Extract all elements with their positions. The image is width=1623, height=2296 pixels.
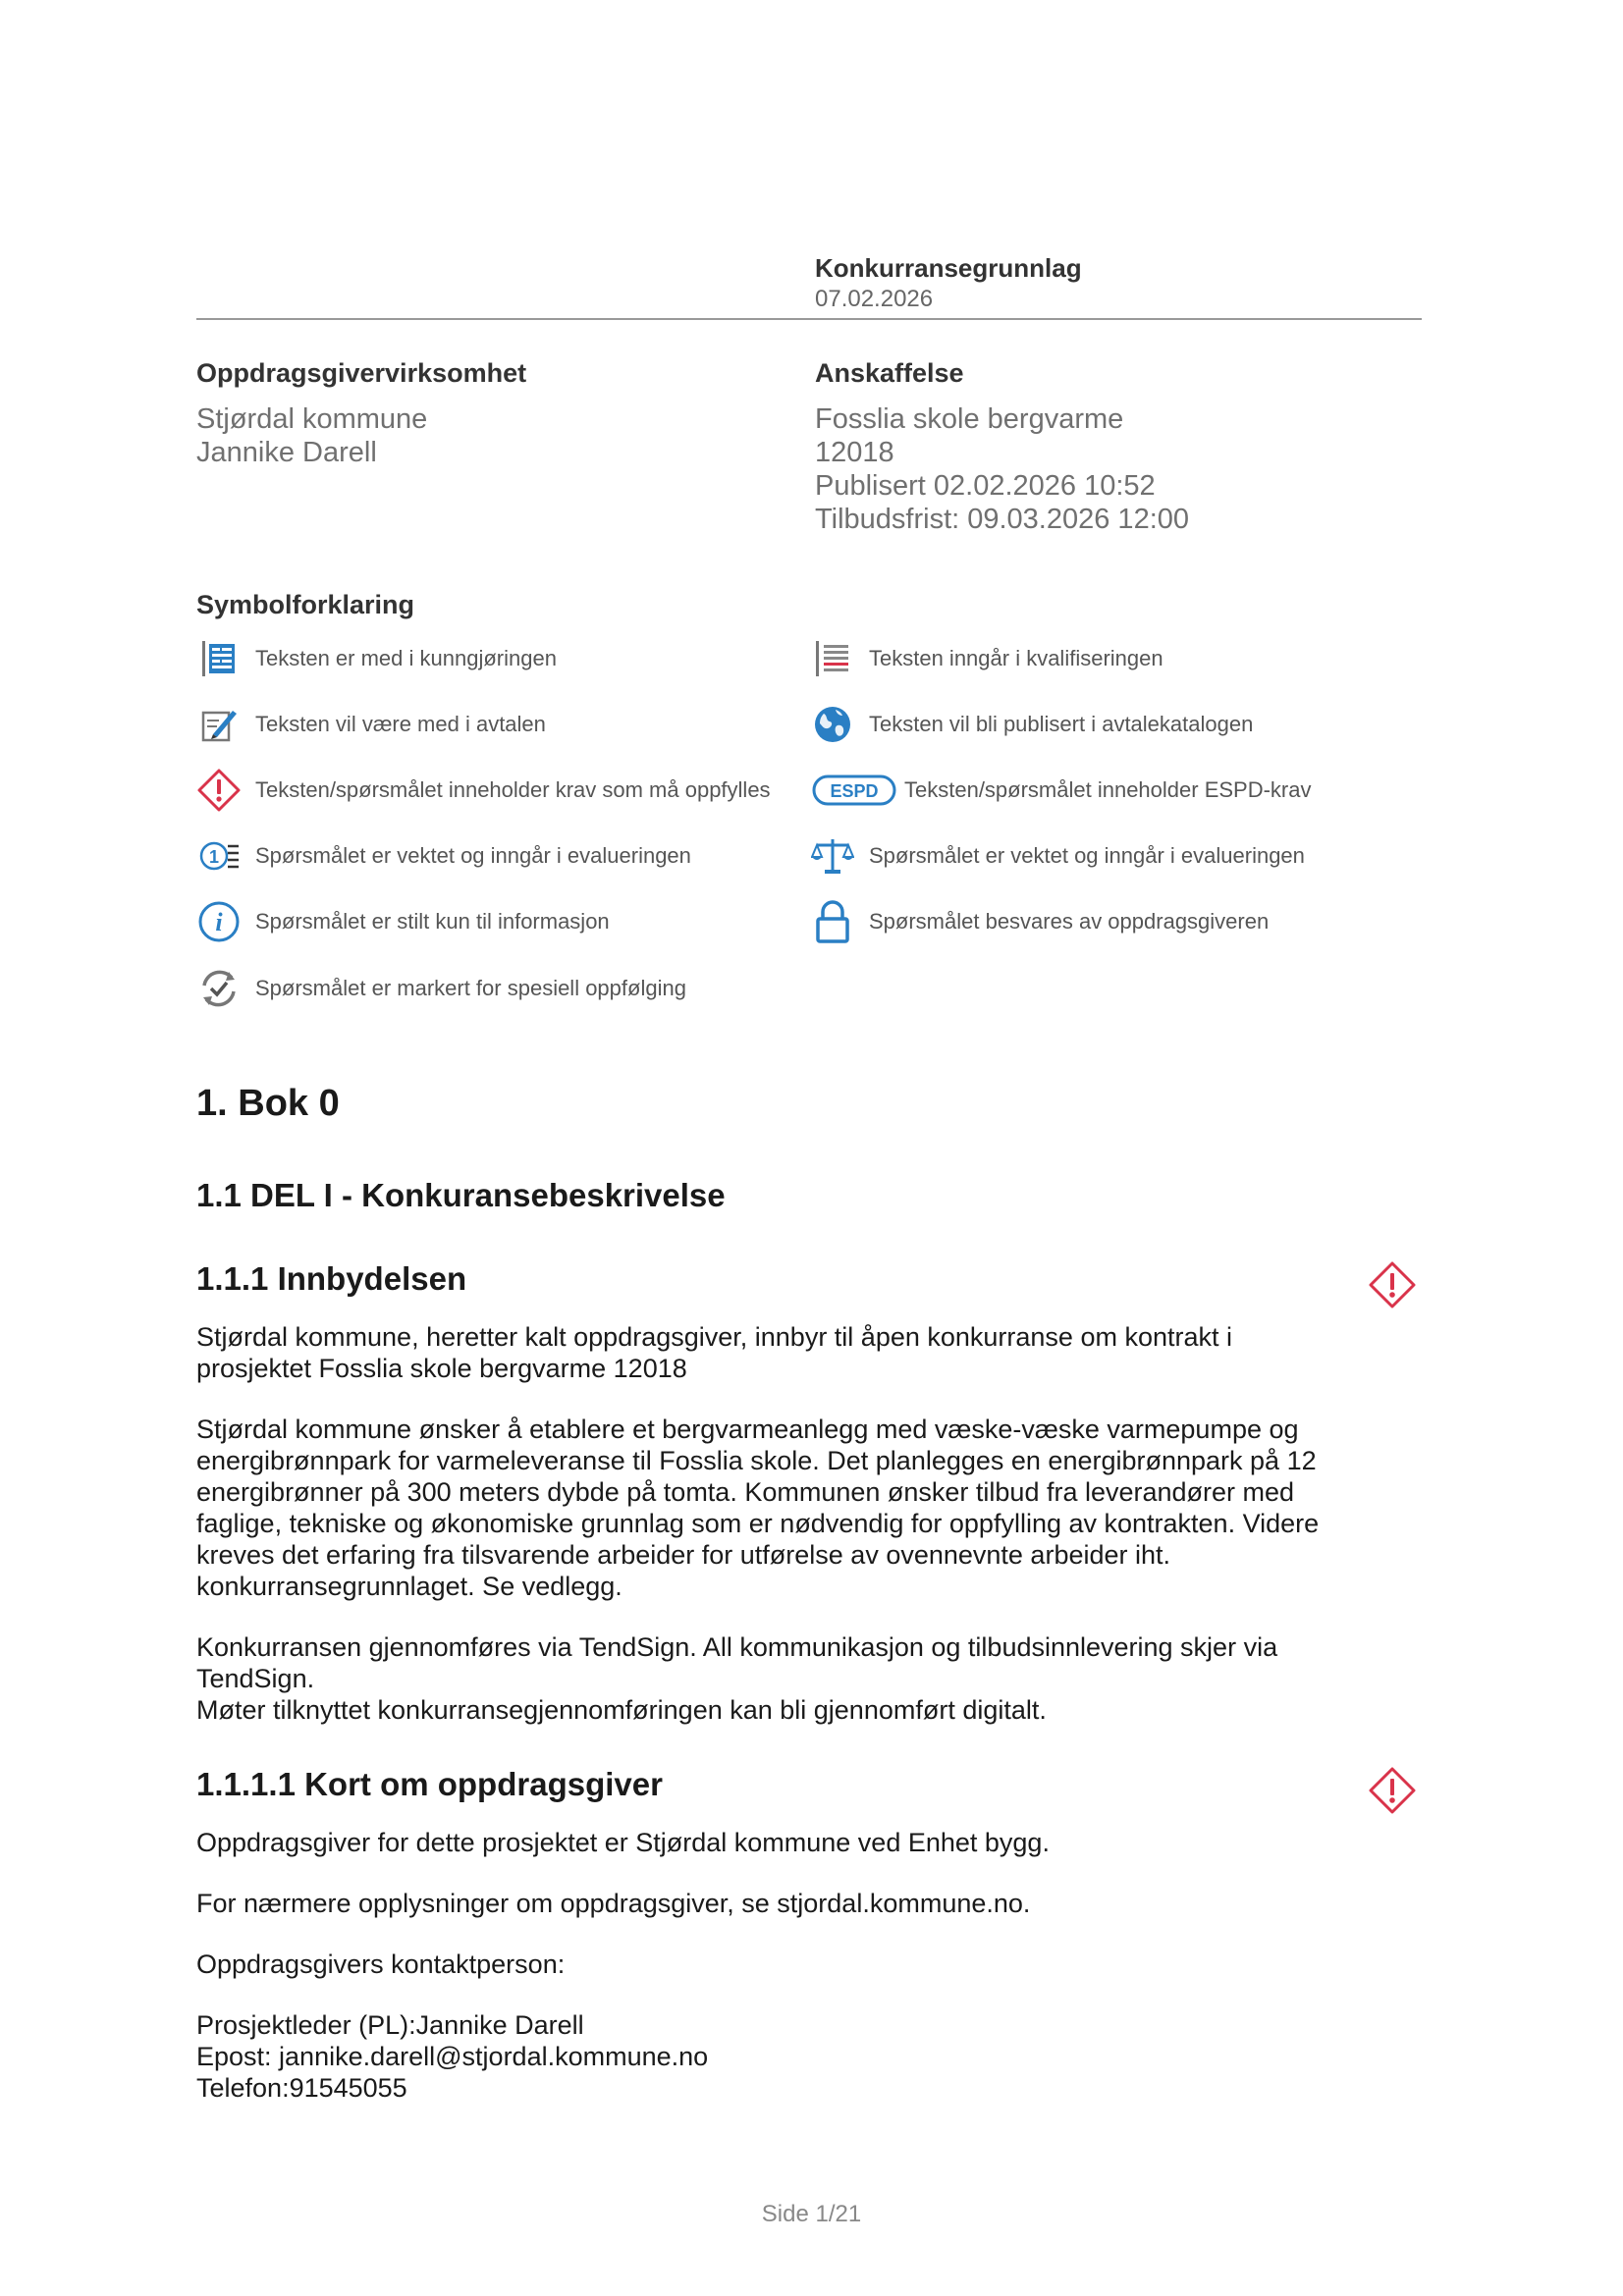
client-block (196, 357, 526, 469)
procurement-name: Fosslia skole bergvarme (815, 403, 1124, 435)
legend-item-requirement (196, 769, 771, 812)
globe-icon (810, 702, 855, 747)
procurement-heading: Anskaffelse (815, 358, 964, 388)
legend-item-follow-up (196, 967, 686, 1010)
espd-badge-text: ESPD (830, 781, 879, 801)
legend-label: Spørsmålet er stilt kun til informasjon (255, 909, 610, 934)
paragraph: Stjørdal kommune ønsker å etablere et bergvarmeanlegg med væske-væske varmepumpe og energibrønnpark for varmeleveranse til Fosslia skole. Det planlegges en energibrønnpark på 12 energibrønner på 300 meters dybde på tomta. Kommunen ønsker tilbud fra leverandører med faglige, tekniske og økonomiske grunnlag som er nødvendig for oppfylling av kontrakten. Videre kreves det erfaring fra tilsvarende arbeider for utførelse av ovennevnte arbeider iht. konkurransegrunnlaget. Se vedlegg. (196, 1415, 1320, 1601)
legend-label: Teksten vil bli publisert i avtalekatalogen (869, 712, 1254, 736)
lock-icon (810, 899, 855, 944)
announcement-icon (196, 636, 242, 681)
contact-email: Epost: jannike.darell@stjordal.kommune.no (196, 2042, 709, 2071)
legend-label: Teksten/spørsmålet inneholder krav som må oppfylles (255, 777, 771, 802)
document-date: 07.02.2026 (815, 286, 934, 312)
procurement-deadline: Tilbudsfrist: 09.03.2026 12:00 (815, 504, 1190, 535)
legend-label: Spørsmålet besvares av oppdragsgiveren (869, 909, 1270, 934)
section-heading-1-1-1: 1.1.1 Innbydelsen (196, 1260, 467, 1297)
requirement-warning-icon (1368, 1766, 1417, 1820)
client-name: Stjørdal kommune (196, 403, 428, 435)
paragraph: Oppdragsgiver for dette prosjektet er Stjørdal kommune ved Enhet bygg. (196, 1828, 1050, 1857)
legend-item-info (196, 900, 610, 943)
legend-item-lock (810, 900, 1269, 943)
legend-item-weighted-list (196, 834, 691, 878)
paragraph: Konkurransen gjennomføres via TendSign. All kommunikasjon og tilbudsinnlevering skjer via TendSign. Møter tilknyttet konkurransegjennomføringen kan bli gjennomført digitalt. (196, 1632, 1278, 1725)
legend-title: Symbolforklaring (196, 590, 415, 619)
client-heading: Oppdragsgivervirksomhet (196, 358, 527, 388)
qualification-icon (810, 636, 855, 681)
section-heading-1-1: 1.1 DEL I - Konkuransebeskrivelse (196, 1177, 726, 1213)
legend-item-globe (810, 703, 1253, 746)
section-1-1-1-1-body (196, 1827, 1375, 2133)
legend-item-contract (196, 703, 546, 746)
follow-up-icon (196, 966, 242, 1011)
legend-item-announcement (196, 637, 557, 680)
legend-item-scales (810, 834, 1305, 878)
header-divider (196, 318, 1422, 320)
legend-item-qualification (810, 637, 1163, 680)
svg-text:1: 1 (208, 847, 220, 867)
legend-label: Teksten er med i kunngjøringen (255, 646, 557, 670)
paragraph: Oppdragsgivers kontaktperson: (196, 1949, 566, 1979)
document-type-title: Konkurransegrunnlag (815, 253, 1082, 283)
section-1-1-1-body (196, 1321, 1375, 1755)
info-icon (196, 899, 242, 944)
weighted-list-icon (196, 833, 242, 879)
legend-label: Teksten inngår i kvalifiseringen (869, 646, 1163, 670)
contact-phone: Telefon:91545055 (196, 2073, 407, 2103)
contract-icon (196, 702, 242, 747)
legend-label: Spørsmålet er vektet og inngår i evalueringen (255, 843, 691, 868)
contact-name: Prosjektleder (PL):Jannike Darell (196, 2010, 584, 2040)
requirement-warning-icon (1368, 1260, 1417, 1314)
paragraph: Stjørdal kommune, heretter kalt oppdragsgiver, innbyr til åpen konkurranse om kontrakt i prosjektet Fosslia skole bergvarme 12018 (196, 1322, 1233, 1383)
page-number: Side 1/21 (761, 2201, 862, 2227)
contact-block (196, 2009, 1375, 2104)
client-contact: Jannike Darell (196, 437, 377, 468)
legend-label: Spørsmålet er vektet og inngår i evalueringen (869, 843, 1305, 868)
espd-icon (810, 768, 898, 813)
legend-label: Spørsmålet er markert for spesiell oppfølging (255, 976, 686, 1000)
paragraph: For nærmere opplysninger om oppdragsgiver, se stjordal.kommune.no. (196, 1889, 1031, 1918)
legend-item-espd (810, 769, 1312, 812)
procurement-block (815, 357, 1189, 536)
procurement-published: Publisert 02.02.2026 10:52 (815, 470, 1156, 502)
requirement-warning-icon (196, 768, 242, 813)
section-heading-1: 1. Bok 0 (196, 1083, 340, 1124)
scales-icon (810, 833, 855, 879)
procurement-number: 12018 (815, 437, 894, 468)
section-heading-1-1-1-1: 1.1.1.1 Kort om oppdragsgiver (196, 1766, 663, 1802)
legend-label: Teksten/spørsmålet inneholder ESPD-krav (904, 777, 1312, 802)
legend-label: Teksten vil være med i avtalen (255, 712, 546, 736)
svg-text:i: i (215, 908, 223, 936)
